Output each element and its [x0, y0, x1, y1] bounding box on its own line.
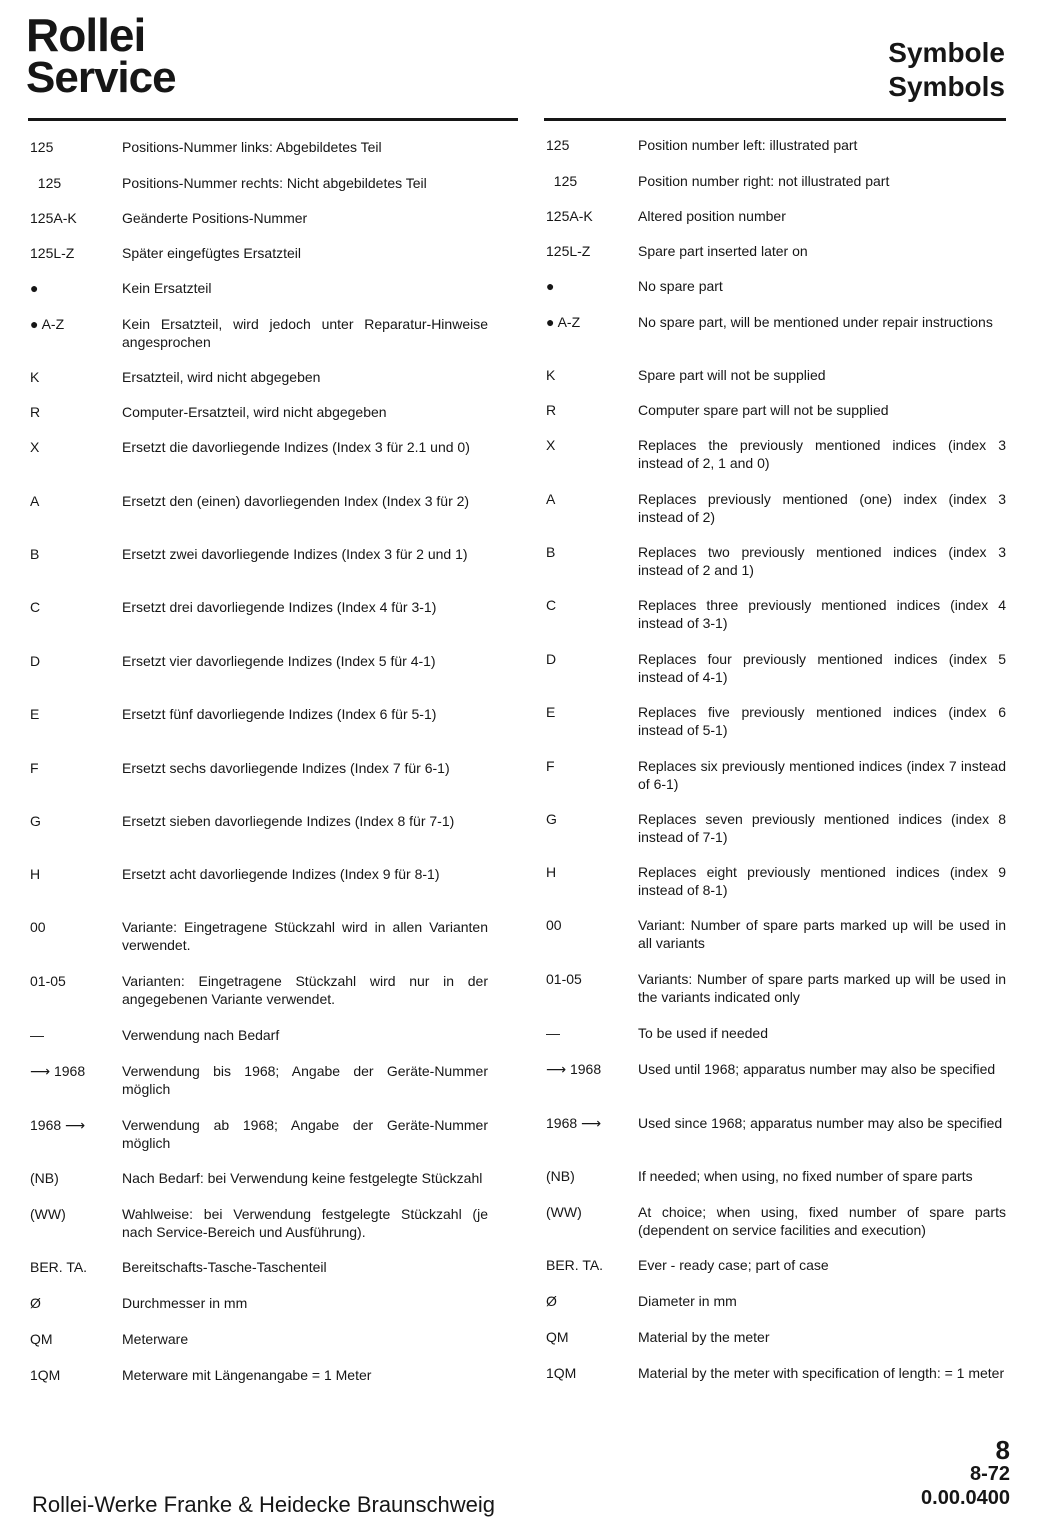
symbol-code: QM [30, 1331, 53, 1347]
symbol-code: E [30, 706, 40, 722]
brand-subtitle: Service [26, 53, 176, 102]
symbol-code: X [546, 437, 556, 453]
symbol-description: Später eingefügtes Ersatzteil [122, 245, 301, 261]
symbol-code: G [30, 813, 41, 829]
symbol-code: B [546, 544, 556, 560]
symbol-description: Verwendung ab 1968; Angabe der Geräte-Nummer möglich [122, 1117, 488, 1151]
symbol-description: Diameter in mm [638, 1293, 737, 1309]
symbol-code: A [546, 491, 556, 507]
symbol-code: ● A-Z [30, 316, 65, 332]
symbol-description: Ersetzt fünf davorliegende Indizes (Index 6 für 5-1) [122, 706, 437, 722]
symbol-description: Ersatzteil, wird nicht abgegeben [122, 369, 321, 385]
symbol-description: Replaces three previously mentioned indices (index 4 instead of 3-1) [638, 597, 1006, 631]
symbol-description: Verwendung bis 1968; Angabe der Geräte-Nummer möglich [122, 1063, 488, 1097]
symbol-code: 125 [30, 175, 62, 191]
symbol-description: Replaces eight previously mentioned indices (index 9 instead of 8-1) [638, 864, 1006, 898]
symbol-description: Replaces two previously mentioned indices (index 3 instead of 2 and 1) [638, 544, 1006, 578]
symbol-description: Ever - ready case; part of case [638, 1257, 829, 1273]
symbol-code: (NB) [30, 1170, 59, 1186]
page-date: 8-72 [969, 1463, 1010, 1485]
symbol-code: 00 [30, 919, 46, 935]
symbol-description: Ersetzt sieben davorliegende Indizes (Index 8 für 7-1) [122, 813, 455, 829]
symbol-description: Position number left: illustrated part [638, 137, 858, 153]
symbol-code: 01-05 [546, 971, 582, 987]
symbol-code: 125 [30, 139, 54, 155]
symbol-code: D [30, 653, 41, 669]
symbol-code: R [30, 404, 41, 420]
symbol-code: (NB) [546, 1168, 575, 1184]
header-rule-right [544, 118, 1006, 121]
symbol-description: Kein Ersatzteil, wird jedoch unter Reparatur-Hinweise angesprochen [122, 316, 488, 350]
symbol-description: Ersetzt sechs davorliegende Indizes (Index 7 für 6-1) [122, 760, 450, 776]
symbol-code: 1968 ⟶ [546, 1115, 602, 1131]
symbol-description: Replaces seven previously mentioned indices (index 8 instead of 7-1) [638, 811, 1006, 845]
symbol-code: B [30, 546, 40, 562]
symbol-description: Variants: Number of spare parts marked up will be used in the variants indicated only [638, 971, 1006, 1005]
symbol-code: H [30, 866, 41, 882]
symbol-code: BER. TA. [30, 1259, 88, 1275]
symbol-code: ● [30, 280, 39, 296]
symbol-code: 01-05 [30, 973, 66, 989]
symbol-code: A [30, 493, 40, 509]
symbol-code: K [546, 367, 556, 383]
symbol-code: 125 [546, 137, 570, 153]
symbol-code: (WW) [546, 1204, 582, 1220]
symbol-description: Replaces five previously mentioned indices (index 6 instead of 5-1) [638, 704, 1006, 738]
symbol-code: BER. TA. [546, 1257, 604, 1273]
symbol-description: Ersetzt die davorliegende Indizes (Index 3 für 2.1 und 0) [122, 439, 470, 455]
symbol-code: 125L-Z [30, 245, 75, 261]
symbol-description: Meterware mit Längenangabe = 1 Meter [122, 1367, 372, 1383]
symbol-code: 125L-Z [546, 243, 591, 259]
symbol-code: 125A-K [546, 208, 593, 224]
page-identifier [921, 1435, 1010, 1510]
title-english: Symbols [888, 71, 1005, 102]
symbol-code: H [546, 864, 557, 880]
symbol-description: To be used if needed [638, 1025, 768, 1041]
symbol-code: Ø [546, 1293, 557, 1309]
symbol-code: 1968 ⟶ [30, 1117, 86, 1133]
symbol-description: Variante: Eingetragene Stückzahl wird in allen Varianten verwendet. [122, 919, 488, 953]
symbol-description: If needed; when using, no fixed number of spare parts [638, 1168, 973, 1184]
symbol-description: Replaces four previously mentioned indices (index 5 instead of 4-1) [638, 651, 1006, 685]
brand-name: Rollei [26, 9, 146, 61]
symbol-code: ⟶ 1968 [546, 1061, 602, 1077]
symbol-code: F [30, 760, 39, 776]
brand-logo [26, 9, 176, 102]
symbol-code: 1QM [546, 1365, 577, 1381]
symbol-description: Variant: Number of spare parts marked up will be used in all variants [638, 917, 1006, 951]
symbol-code: C [30, 599, 41, 615]
symbol-description: Replaces six previously mentioned indices (index 7 instead of 6-1) [638, 758, 1006, 792]
symbol-description: Altered position number [638, 208, 786, 224]
symbol-description: Material by the meter with specification of length: = 1 meter [638, 1365, 1005, 1381]
symbol-code: 1QM [30, 1367, 61, 1383]
symbol-description: Bereitschafts-Tasche-Taschenteil [122, 1259, 327, 1275]
symbol-description: No spare part, will be mentioned under repair instructions [638, 314, 993, 330]
symbol-code: Ø [30, 1295, 41, 1311]
symbol-description: Used since 1968; apparatus number may also be specified [638, 1115, 1003, 1131]
symbol-code: 125A-K [30, 210, 77, 226]
symbol-description: At choice; when using, fixed number of spare parts (dependent on service facilities and execution) [638, 1204, 1006, 1238]
symbol-description: Position number right: not illustrated part [638, 173, 890, 189]
symbol-code: G [546, 811, 557, 827]
symbol-description: Ersetzt den (einen) davorliegenden Index (Index 3 für 2) [122, 493, 470, 509]
symbol-code: 00 [546, 917, 562, 933]
symbol-description: Meterware [122, 1331, 189, 1347]
symbol-description: Spare part inserted later on [638, 243, 808, 259]
symbol-description: Ersetzt vier davorliegende Indizes (Index 5 für 4-1) [122, 653, 436, 669]
symbol-code: ● A-Z [546, 314, 581, 330]
symbol-code: ● [546, 278, 555, 294]
symbol-code: C [546, 597, 557, 613]
symbol-code: — [30, 1027, 44, 1043]
symbol-code: — [546, 1025, 560, 1041]
symbol-code: D [546, 651, 557, 667]
symbol-description: Ersetzt drei davorliegende Indizes (Index 4 für 3-1) [122, 599, 437, 615]
symbol-code: QM [546, 1329, 569, 1345]
publisher-footer: Rollei-Werke Franke & Heidecke Braunschweig [32, 1492, 496, 1517]
page-title [888, 36, 1005, 104]
symbol-code: ⟶ 1968 [30, 1063, 86, 1079]
symbol-description: Wahlweise: bei Verwendung festgelegte Stückzahl (je nach Service-Bereich und Ausführung). [122, 1206, 488, 1240]
symbol-description: Positions-Nummer links: Abgebildetes Teil [122, 139, 382, 155]
symbol-description: Computer spare part will not be supplied [638, 402, 889, 418]
symbol-code: 125 [546, 173, 578, 189]
symbol-description: Used until 1968; apparatus number may also be specified [638, 1061, 996, 1077]
title-german: Symbole [888, 37, 1005, 68]
symbol-code: (WW) [30, 1206, 66, 1222]
symbol-description: Ersetzt acht davorliegende Indizes (Index 9 für 8-1) [122, 866, 440, 882]
symbol-description: No spare part [638, 278, 723, 294]
symbol-description: Durchmesser in mm [122, 1295, 248, 1311]
symbol-description: Material by the meter [638, 1329, 770, 1345]
symbol-description: Computer-Ersatzteil, wird nicht abgegeben [122, 404, 387, 420]
symbol-description: Replaces previously mentioned (one) index (index 3 instead of 2) [638, 491, 1006, 525]
symbol-description: Replaces the previously mentioned indices (index 3 instead of 2, 1 and 0) [638, 437, 1006, 471]
symbol-description: Nach Bedarf: bei Verwendung keine festgelegte Stückzahl [122, 1170, 483, 1186]
symbol-description: Spare part will not be supplied [638, 367, 826, 383]
symbol-description: Verwendung nach Bedarf [122, 1027, 280, 1043]
page-logo: 8 [995, 1435, 1010, 1465]
symbol-description: Ersetzt zwei davorliegende Indizes (Index 3 für 2 und 1) [122, 546, 468, 562]
symbol-description: Positions-Nummer rechts: Nicht abgebildetes Teil [122, 175, 427, 191]
symbol-description: Varianten: Eingetragene Stückzahl wird nur in der angegebenen Variante verwendet. [122, 973, 488, 1007]
symbol-code: F [546, 758, 555, 774]
header-rule-left [28, 118, 518, 121]
symbol-code: X [30, 439, 40, 455]
symbol-code: K [30, 369, 40, 385]
symbol-description: Geänderte Positions-Nummer [122, 210, 308, 226]
symbol-code: E [546, 704, 556, 720]
doc-number: 0.00.0400 [921, 1487, 1010, 1509]
symbol-description: Kein Ersatzteil [122, 280, 212, 296]
symbol-code: R [546, 402, 557, 418]
